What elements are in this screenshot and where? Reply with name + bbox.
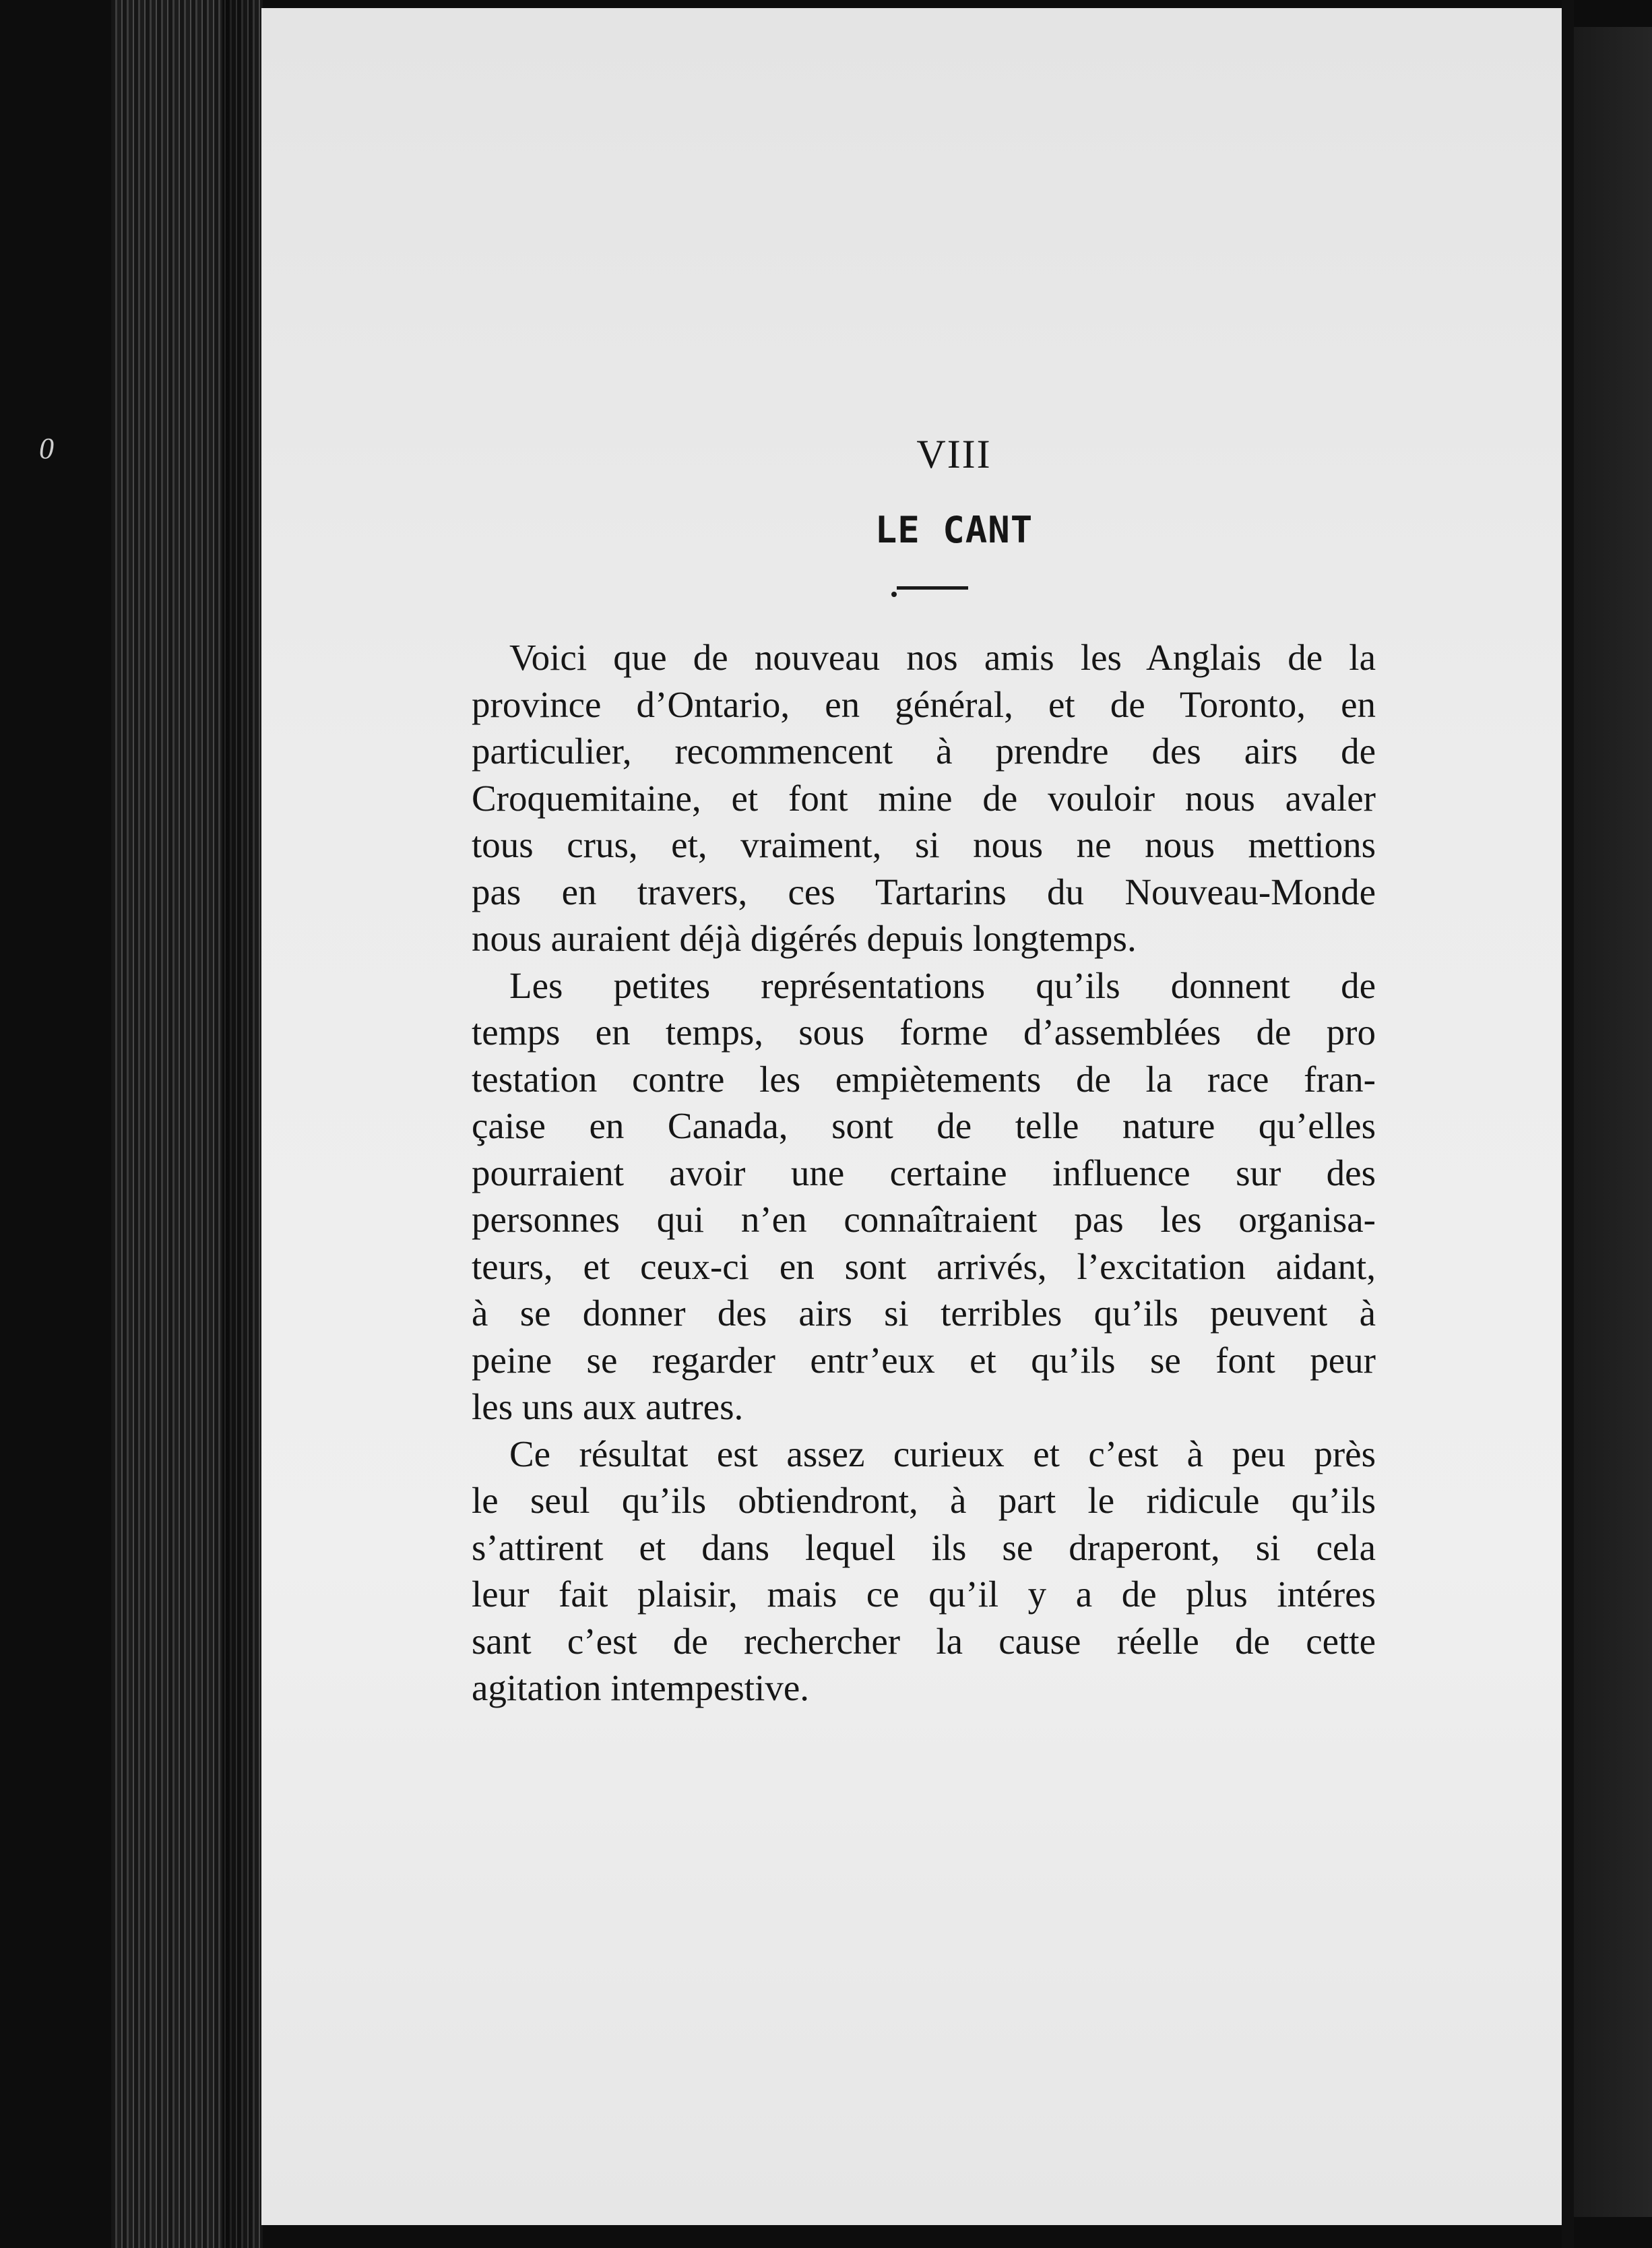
- separator-dot: [891, 592, 897, 597]
- text-line: pas en travers, ces Tartarins du Nouveau-Monde: [472, 871, 1376, 912]
- gutter-shadow: [222, 0, 263, 2248]
- paragraph: [472, 962, 1376, 1431]
- text-line: Croquemitaine, et font mine de vouloir nous avaler: [472, 777, 1376, 819]
- paragraph: [472, 1431, 1376, 1712]
- text-line: particulier, recommencent à prendre des airs de: [472, 730, 1376, 772]
- text-line: nous auraient déjà digérés depuis longtemps.: [472, 918, 1137, 959]
- text-line: s’attirent et dans lequel ils se draperont, si cela: [472, 1526, 1376, 1568]
- text-line: pourraient avoir une certaine influence sur des: [472, 1152, 1376, 1193]
- page-edge: [1562, 0, 1574, 2248]
- facing-page-sliver: [1574, 27, 1652, 2217]
- text-line: Voici que de nouveau nos amis les Anglais de la: [509, 637, 1376, 678]
- text-line: tous crus, et, vraiment, si nous ne nous mettions: [472, 824, 1376, 865]
- text-line: testation contre les empiètements de la race fran-: [472, 1058, 1376, 1100]
- text-line: province d’Ontario, en général, et de Toronto, en: [472, 683, 1376, 725]
- text-line: agitation intempestive.: [472, 1667, 809, 1708]
- body-text: [472, 634, 1376, 1712]
- text-line: personnes qui n’en connaîtraient pas les organisa-: [472, 1199, 1376, 1240]
- margin-mark: 0: [39, 432, 54, 465]
- text-line: teurs, et ceux-ci en sont arrivés, l’excitation aidant,: [472, 1245, 1376, 1287]
- page-text-block: [472, 431, 1376, 1712]
- paragraph: [472, 634, 1376, 962]
- text-line: peine se regarder entr’eux et qu’ils se font peur: [472, 1339, 1376, 1381]
- chapter-title: LE CANT: [875, 509, 1034, 551]
- text-line: à se donner des airs si terribles qu’ils peuvent à: [472, 1292, 1376, 1334]
- text-line: Ce résultat est assez curieux et c’est à peu près: [509, 1433, 1376, 1474]
- text-line: leur fait plaisir, mais ce qu’il y a de plus intéres: [472, 1573, 1376, 1615]
- text-line: les uns aux autres.: [472, 1386, 744, 1427]
- section-separator-rule: [897, 586, 968, 590]
- text-line: sant c’est de rechercher la cause réelle de cette: [472, 1620, 1376, 1662]
- text-line: çaise en Canada, sont de telle nature qu’elles: [472, 1105, 1376, 1146]
- text-line: le seul qu’ils obtiendront, à part le ridicule qu’ils: [472, 1480, 1376, 1521]
- text-line: Les petites représentations qu’ils donnent de: [509, 964, 1376, 1006]
- chapter-number: VIII: [916, 432, 992, 476]
- text-line: temps en temps, sous forme d’assemblées de pro: [472, 1011, 1376, 1053]
